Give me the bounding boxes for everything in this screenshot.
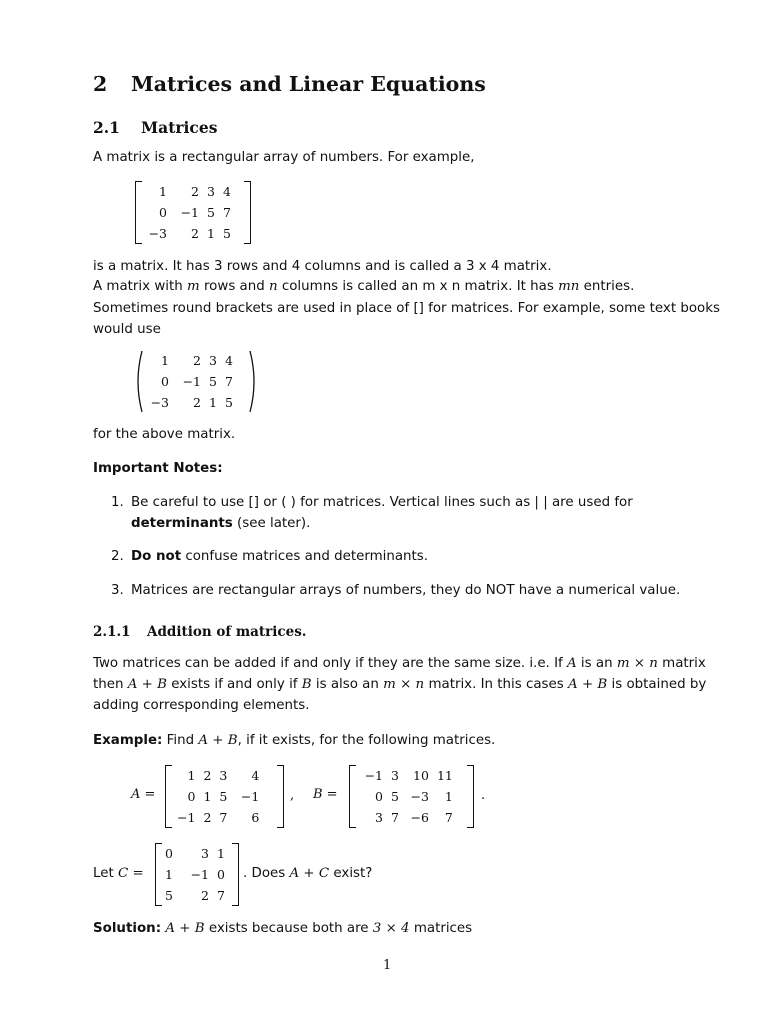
matrix-cell: 7: [224, 374, 233, 389]
matrix-cell: −1: [177, 810, 196, 825]
matrix-cell: 5: [165, 888, 173, 903]
note-number: 1.: [111, 495, 124, 510]
paragraph-m-n: A matrix with m rows and n columns is called an m x n matrix. It has mn entries.: [93, 279, 635, 294]
matrix-cell: 2: [191, 184, 199, 199]
matrix-table: [161, 843, 229, 906]
matrix-cell: −1: [364, 768, 383, 783]
page-number: 1: [383, 958, 392, 973]
matrix-cell: 1: [159, 184, 167, 199]
subsection-title: Matrices: [141, 118, 218, 137]
addition-paragraph-1: Two matrices can be added if and only if they are the same size. i.e. If A is an m × n matrix: [93, 656, 706, 671]
var-mn: mn: [558, 279, 580, 294]
comma-separator: ,: [290, 788, 295, 803]
note-text: Be careful to use [] or ( ) for matrices. Vertical lines such as | | are used for: [131, 495, 633, 510]
let-c-question: . Does A + C exist?: [243, 866, 373, 881]
paragraph-above-matrix: for the above matrix.: [93, 427, 236, 442]
note-text-continued: determinants (see later).: [131, 516, 311, 531]
matrix-cell: 1: [217, 846, 225, 861]
matrix-cell: 0: [375, 789, 383, 804]
paragraph-round-brackets-2: would use: [93, 322, 161, 337]
var-n: n: [269, 279, 278, 294]
right-bracket: [244, 181, 251, 244]
matrix-cell: 5: [219, 789, 228, 804]
matrix-cell: 3: [375, 810, 383, 825]
example-matrix-square: [135, 181, 251, 244]
matrix-cell: 7: [219, 810, 228, 825]
matrix-cell: 5: [391, 789, 399, 804]
matrix-cell: 0: [161, 374, 169, 389]
note-text: Do not confuse matrices and determinants.: [131, 549, 429, 564]
matrix-cell: 1: [165, 867, 173, 882]
matrix-cell: −1: [190, 867, 209, 882]
matrix-cell: 11: [436, 768, 453, 783]
paragraph-round-brackets-1: Sometimes round brackets are used in place of [] for matrices. For example, some text books: [93, 301, 720, 316]
paragraph-rows-columns: is a matrix. It has 3 rows and 4 columns and is called a 3 x 4 matrix.: [93, 259, 552, 274]
matrix-cell: 4: [251, 768, 260, 783]
solution-line: Solution: A + B exists because both are 3 × 4 matrices: [93, 921, 473, 936]
matrix-cell: −6: [410, 810, 429, 825]
matrix-cell: −1: [180, 205, 199, 220]
subsection-heading: [93, 118, 217, 137]
matrix-cell: 1: [207, 226, 215, 241]
matrix-cell: −1: [240, 789, 260, 804]
matrix-cell: 4: [222, 184, 231, 199]
matrix-cell: 5: [224, 395, 233, 410]
matrix-b: [349, 765, 474, 828]
left-bracket: [349, 765, 356, 828]
right-bracket: [467, 765, 474, 828]
matrix-cell: 5: [209, 374, 217, 389]
section-number: 2: [93, 72, 108, 96]
matrix-table: [143, 181, 235, 244]
subsubsection-number: 2.1.1: [93, 624, 131, 640]
matrix-cell: 3: [219, 768, 228, 783]
note-text: Matrices are rectangular arrays of numbers, they do NOT have a numerical value.: [131, 583, 681, 598]
matrix-cell: 10: [413, 768, 429, 783]
section-title: Matrices and Linear Equations: [131, 72, 486, 96]
matrix-a: [165, 765, 284, 828]
matrix-cell: 1: [203, 789, 212, 804]
left-paren: [133, 350, 143, 413]
left-bracket: [165, 765, 172, 828]
matrix-cell: −1: [182, 374, 201, 389]
matrix-a-label: A =: [131, 787, 156, 802]
matrix-cell: 6: [251, 810, 260, 825]
matrix-cell: 2: [203, 768, 212, 783]
subsubsection-title: Addition of matrices.: [147, 624, 307, 640]
matrix-cell: 7: [391, 810, 399, 825]
var-m: m: [187, 279, 200, 294]
matrix-cell: 7: [444, 810, 453, 825]
right-paren: [249, 350, 259, 413]
note-number: 3.: [111, 583, 124, 598]
note-number: 2.: [111, 549, 124, 564]
matrix-cell: 1: [444, 789, 453, 804]
matrix-cell: 7: [217, 888, 225, 903]
intro-paragraph: A matrix is a rectangular array of numbers. For example,: [93, 150, 475, 165]
matrix-cell: 5: [222, 226, 231, 241]
right-bracket: [277, 765, 284, 828]
matrix-cell: 3: [201, 846, 209, 861]
matrix-cell: 2: [191, 226, 199, 241]
matrix-cell: 0: [187, 789, 196, 804]
subsection-number: 2.1: [93, 118, 120, 137]
matrix-cell: −3: [410, 789, 429, 804]
matrix-cell: 2: [193, 395, 201, 410]
section-heading: [93, 72, 486, 96]
matrix-table: [145, 350, 237, 413]
addition-paragraph-3: adding corresponding elements.: [93, 698, 310, 713]
matrix-cell: 3: [391, 768, 399, 783]
matrix-cell: 0: [217, 867, 225, 882]
matrix-cell: 3: [209, 353, 217, 368]
matrix-cell: 1: [209, 395, 217, 410]
notes-heading: Important Notes:: [93, 461, 223, 476]
matrix-table: [173, 765, 263, 828]
matrix-cell: 1: [187, 768, 196, 783]
example-prompt: Example: Find A + B, if it exists, for the following matrices.: [93, 733, 496, 748]
matrix-cell: 2: [203, 810, 212, 825]
matrix-cell: −3: [150, 395, 169, 410]
matrix-c: [155, 843, 239, 906]
period: .: [481, 788, 486, 803]
matrix-cell: −3: [148, 226, 167, 241]
matrix-b-label: B =: [313, 787, 338, 802]
matrix-cell: 4: [224, 353, 233, 368]
matrix-cell: 1: [161, 353, 169, 368]
matrix-cell: 2: [193, 353, 201, 368]
let-c-prefix: Let C =: [93, 866, 144, 881]
left-bracket: [135, 181, 142, 244]
right-bracket: [232, 843, 239, 906]
matrix-cell: 0: [159, 205, 167, 220]
matrix-cell: 7: [222, 205, 231, 220]
example-matrix-round: [133, 350, 259, 413]
matrix-cell: 3: [207, 184, 215, 199]
matrix-table: [357, 765, 457, 828]
matrix-cell: 0: [165, 846, 173, 861]
addition-paragraph-2: then A + B exists if and only if B is also an m × n matrix. In this cases A + B is obtained by: [93, 677, 707, 692]
subsubsection-heading: [93, 624, 307, 640]
matrix-cell: 2: [201, 888, 209, 903]
matrix-cell: 5: [207, 205, 215, 220]
